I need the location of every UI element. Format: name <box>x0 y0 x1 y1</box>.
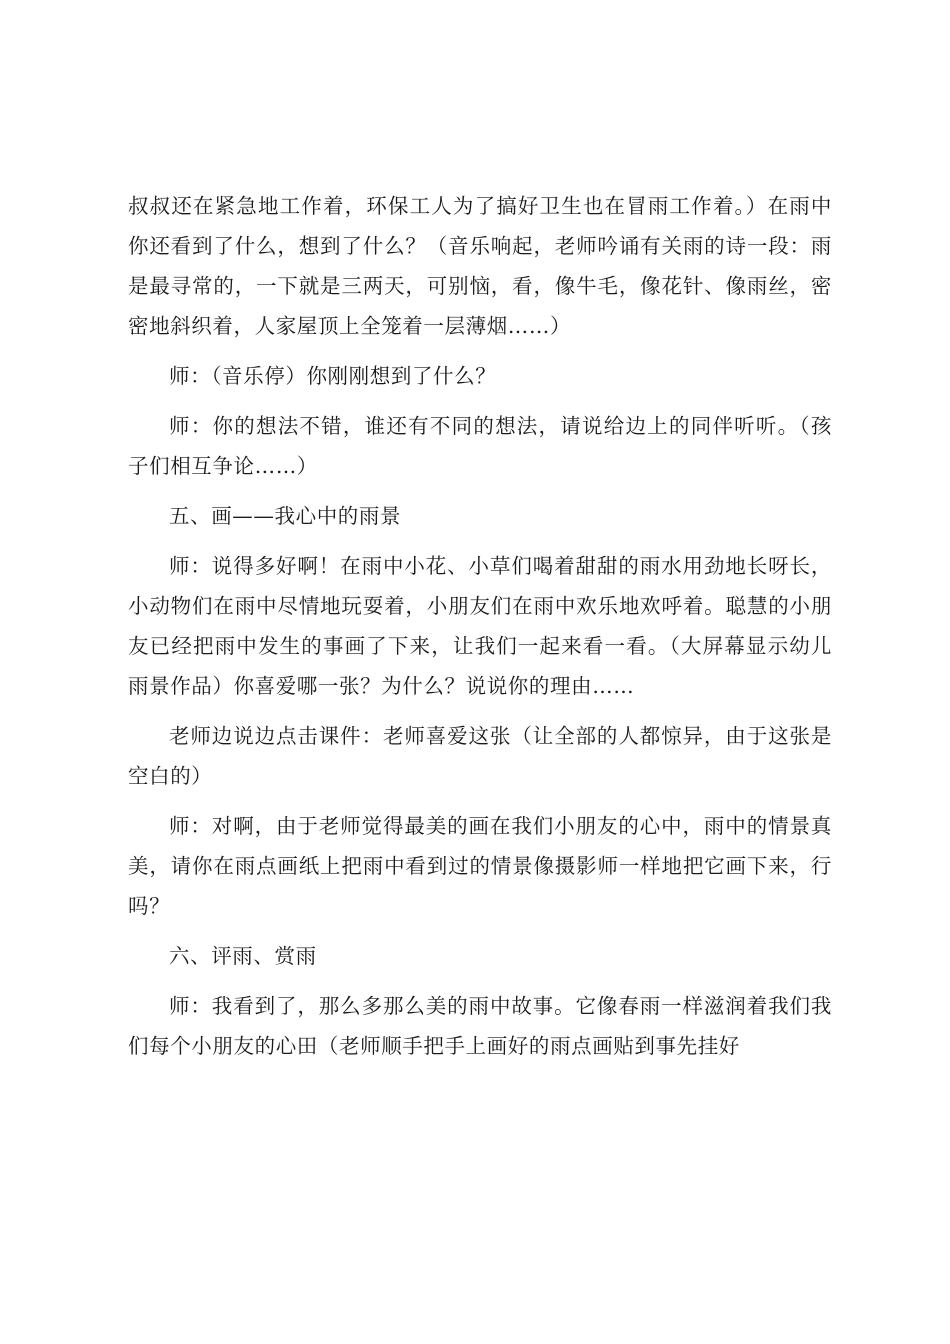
paragraph-6: 老师边说边点击课件：老师喜爱这张（让全部的人都惊异，由于这张是空白的） <box>128 724 832 788</box>
paragraph-2: 师：（音乐停）你刚刚想到了什么？ <box>169 364 497 388</box>
paragraph-9: 师：我看到了，那么多那么美的雨中故事。它像春雨一样滋润着我们我们每个小朋友的心田（老师顺手把手上画好的雨点画贴到事先挂好 <box>128 994 832 1058</box>
document-body <box>128 186 832 1076</box>
section-heading-6: 六、评雨、赏雨 <box>169 944 317 968</box>
paragraph-7: 师：对啊，由于老师觉得最美的画在我们小朋友的心中，雨中的情景真美，请你在雨点画纸上把雨中看到过的情景像摄影师一样地把它画下来，行吗？ <box>128 814 832 918</box>
paragraph-5: 师：说得多好啊！在雨中小花、小草们喝着甜甜的雨水用劲地长呀长，小动物们在雨中尽情地玩耍着，小朋友们在雨中欢乐地欢呼着。聪慧的小朋友已经把雨中发生的事画了下来，让我们一起来看一看。（大屏幕显示幼儿雨景作品）你喜爱哪一张？为什么？说说你的理由…… <box>128 554 832 698</box>
section-heading-5: 五、画——我心中的雨景 <box>169 504 402 528</box>
paragraph-1: 叔叔还在紧急地工作着，环保工人为了搞好卫生也在冒雨工作着。）在雨中你还看到了什么，想到了什么？（音乐响起，老师吟诵有关雨的诗一段：雨是最寻常的，一下就是三两天，可别恼，看，像牛毛，像花针、像雨丝，密密地斜织着，人家屋顶上全笼着一层薄烟……） <box>128 194 832 338</box>
paragraph-3: 师：你的想法不错，谁还有不同的想法，请说给边上的同伴听听。（孩子们相互争论……） <box>128 414 832 478</box>
